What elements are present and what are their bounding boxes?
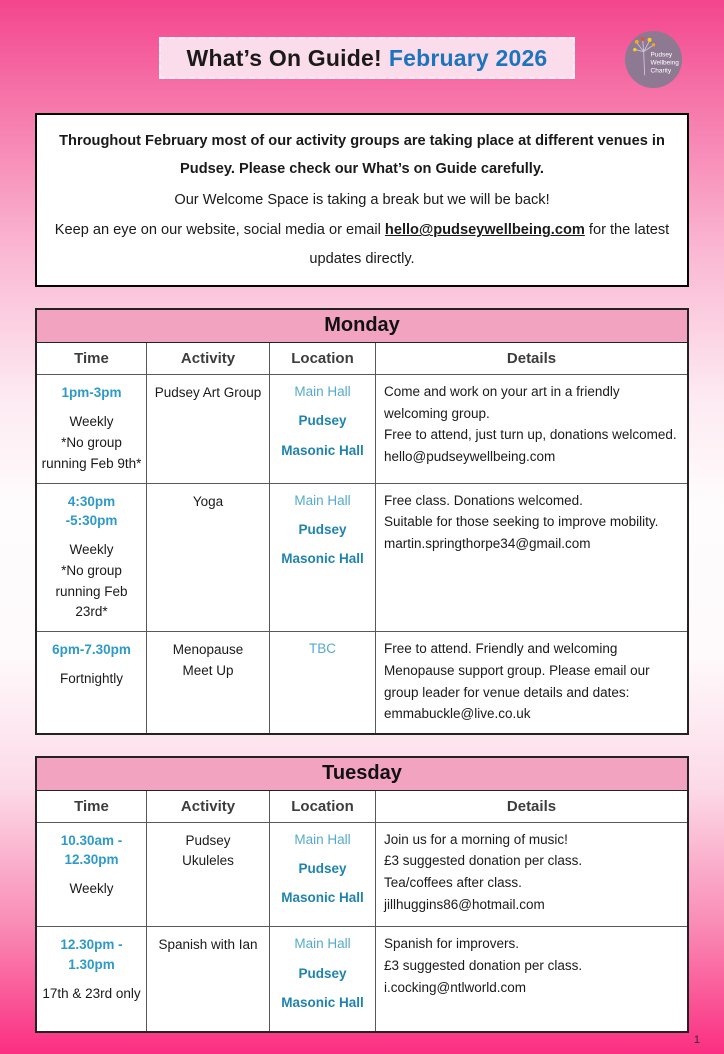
details-cell xyxy=(376,484,687,633)
svg-text:Pudsey: Pudsey xyxy=(650,51,673,59)
time-value: 1pm-3pm xyxy=(61,385,122,401)
activity-name: Yoga xyxy=(192,493,224,509)
activity-cell xyxy=(147,823,270,928)
column-header-details: Details xyxy=(376,791,687,823)
location-name: Masonic Hall xyxy=(281,551,364,567)
time-note: Weekly xyxy=(69,541,114,557)
detail-line: Join us for a morning of music! xyxy=(384,831,568,847)
location-cell xyxy=(270,484,376,633)
day-table xyxy=(35,756,689,1033)
header xyxy=(35,30,689,90)
activity-cell xyxy=(147,632,270,732)
table-row xyxy=(37,484,687,633)
table-row xyxy=(37,823,687,928)
page-title-month: February 2026 xyxy=(388,44,548,71)
location-name: Main Hall xyxy=(294,384,351,400)
day-title: Monday xyxy=(37,310,687,343)
details-cell xyxy=(376,375,687,483)
notice-contact xyxy=(53,216,671,273)
page-title-main: What’s On Guide! xyxy=(186,44,382,71)
contact-email-link[interactable]: hello@pudseywellbeing.com xyxy=(384,222,585,239)
activity-name: Spanish with Ian xyxy=(158,937,258,953)
detail-line: Free to attend, just turn up, donations welcomed. xyxy=(384,427,677,443)
detail-line: martin.springthorpe34@gmail.com xyxy=(384,535,591,551)
time-cell xyxy=(37,823,147,928)
location-name: Masonic Hall xyxy=(281,442,364,458)
time-cell xyxy=(37,927,147,1031)
location-cell xyxy=(270,823,376,928)
activity-cell xyxy=(147,484,270,633)
detail-line: jillhuggins86@hotmail.com xyxy=(384,896,545,912)
time-value: 6pm-7.30pm xyxy=(52,642,131,658)
charity-logo xyxy=(624,30,683,89)
column-header-activity: Activity xyxy=(147,791,270,823)
notice-box xyxy=(35,113,689,287)
activity-name: Pudsey Art Group xyxy=(154,385,262,401)
table-row xyxy=(37,632,687,732)
location-name: Pudsey xyxy=(298,413,347,429)
dandelion-logo-icon xyxy=(624,30,683,89)
column-header-time: Time xyxy=(37,791,147,823)
activity-name: Pudsey xyxy=(185,832,231,848)
location-name: Main Hall xyxy=(294,936,351,952)
time-note: Weekly xyxy=(69,413,114,429)
svg-text:Charity: Charity xyxy=(650,67,672,75)
notice-contact-suffix: for the latest updates directly. xyxy=(309,222,670,267)
detail-line: £3 suggested donation per class. xyxy=(384,958,583,974)
column-header-location: Location xyxy=(270,791,376,823)
details-cell xyxy=(376,632,687,732)
time-cell xyxy=(37,632,147,732)
column-header-details: Details xyxy=(376,343,687,375)
svg-text:Wellbeing: Wellbeing xyxy=(650,59,679,67)
time-value: 4:30pm -5:30pm xyxy=(65,493,118,529)
detail-line: Free class. Donations welcomed. xyxy=(384,492,583,508)
activity-name: Menopause xyxy=(172,642,244,658)
time-note: Fortnightly xyxy=(59,670,124,686)
detail-line: i.cocking@ntlworld.com xyxy=(384,979,527,995)
time-cell xyxy=(37,484,147,633)
notice-contact-prefix: Keep an eye on our website, social media or email xyxy=(54,222,385,239)
detail-line: Spanish for improvers. xyxy=(384,936,520,952)
day-table xyxy=(35,308,689,735)
details-cell xyxy=(376,927,687,1031)
details-cell xyxy=(376,823,687,928)
table-row xyxy=(37,375,687,483)
location-name: Main Hall xyxy=(294,831,351,847)
detail-line: £3 suggested donation per class. xyxy=(384,853,583,869)
location-name: Main Hall xyxy=(294,492,351,508)
column-header-location: Location xyxy=(270,343,376,375)
detail-line: hello@pudseywellbeing.com xyxy=(384,449,556,465)
location-cell xyxy=(270,632,376,732)
location-name: Pudsey xyxy=(298,861,347,876)
detail-line: emmabuckle@live.co.uk xyxy=(384,706,531,722)
location-name: Pudsey xyxy=(298,965,347,981)
activity-cell xyxy=(147,927,270,1031)
column-header-row xyxy=(37,791,687,823)
detail-line: Come and work on your art in a friendly welcoming group. xyxy=(384,384,620,421)
detail-line: Suitable for those seeking to improve mobility. xyxy=(384,514,659,530)
day-tables xyxy=(35,308,689,1033)
column-header-time: Time xyxy=(37,343,147,375)
detail-line: Free to attend. Friendly and welcoming Menopause support group. Please email our group leader for venue details and dates: xyxy=(384,641,650,700)
activity-name: Meet Up xyxy=(182,662,234,678)
column-header-activity: Activity xyxy=(147,343,270,375)
day-title: Tuesday xyxy=(37,758,687,791)
time-value: 10.30am - 12.30pm xyxy=(60,832,123,868)
time-note: 17th & 23rd only xyxy=(42,985,141,1001)
location-name: Masonic Hall xyxy=(281,994,364,1010)
time-cell xyxy=(37,375,147,483)
table-row xyxy=(37,927,687,1031)
location-cell xyxy=(270,375,376,483)
notice-welcome-space: Our Welcome Space is taking a break but we will be back! xyxy=(174,191,550,208)
time-note: *No group running Feb 23rd* xyxy=(55,562,128,620)
column-header-row xyxy=(37,343,687,375)
location-name: Masonic Hall xyxy=(281,890,364,906)
location-cell xyxy=(270,927,376,1031)
time-value: 12.30pm - 1.30pm xyxy=(60,937,123,972)
notice-intro: Throughout February most of our activity groups are taking place at different venues in Pudsey. Please check our What’s on Guide carefully. xyxy=(59,133,665,178)
time-note: *No group running Feb 9th* xyxy=(41,434,142,471)
flyer-page xyxy=(0,30,724,1033)
day-rows xyxy=(37,375,687,733)
location-name: Pudsey xyxy=(298,521,347,537)
activity-cell xyxy=(147,375,270,483)
page-title xyxy=(159,37,575,79)
detail-line: Tea/coffees after class. xyxy=(384,874,522,890)
location-name: TBC xyxy=(309,641,336,657)
activity-name: Ukuleles xyxy=(182,853,234,869)
page-number: 1 xyxy=(693,1034,700,1046)
day-rows xyxy=(37,823,687,1031)
time-note: Weekly xyxy=(69,880,114,896)
